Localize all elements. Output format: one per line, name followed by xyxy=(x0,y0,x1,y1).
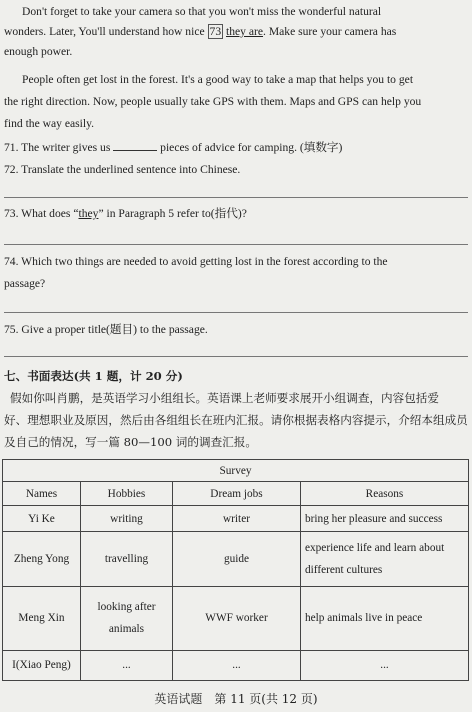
underlined-word: they xyxy=(78,207,99,220)
page-footer: 英语试题 第 11 页(共 12 页) xyxy=(154,692,318,706)
instruction-line: 假如你叫肖鹏，是英语学习小组组长。英语课上老师要求展开小组调查，内容包括爱 xyxy=(10,391,439,405)
column-header: Hobbies xyxy=(81,482,173,506)
table-title: Survey xyxy=(3,460,469,482)
question-72: 72. Translate the underlined sentence into Chinese. xyxy=(4,163,241,176)
question-text: 71. The writer gives us xyxy=(4,141,114,154)
answer-blank[interactable] xyxy=(113,140,157,151)
question-74-cont: passage? xyxy=(4,277,46,290)
table-row xyxy=(3,532,469,586)
table-cell: help animals live in peace xyxy=(301,586,469,650)
column-header: Reasons xyxy=(301,482,469,506)
question-text: 73. What does “ xyxy=(4,207,79,220)
table-cell: experience life and learn about different cultures xyxy=(301,532,469,586)
column-header: Dream jobs xyxy=(173,482,301,506)
answer-line-72[interactable] xyxy=(4,197,468,198)
table-cell: ... xyxy=(173,650,301,680)
underlined-sentence: they are xyxy=(226,25,264,38)
section-heading: 七、书面表达(共 1 题，计 20 分) xyxy=(4,369,183,383)
question-text: ” in Paragraph 5 refer to(指代)? xyxy=(98,207,247,220)
passage-line: enough power. xyxy=(4,45,73,58)
question-73 xyxy=(4,206,468,222)
table-cell: Meng Xin xyxy=(3,586,81,650)
table-cell: ... xyxy=(81,650,173,680)
table-row xyxy=(3,506,469,532)
passage-text: wonders. Later, You'll understand how nice xyxy=(4,25,208,38)
table-cell: bring her pleasure and success xyxy=(301,506,469,532)
passage-line: find the way easily. xyxy=(4,117,95,130)
passage-line xyxy=(4,24,468,40)
table-cell: guide xyxy=(173,532,301,586)
table-cell: writing xyxy=(81,506,173,532)
table-cell: travelling xyxy=(81,532,173,586)
question-marker-73: 73 xyxy=(209,25,222,38)
table-cell: WWF worker xyxy=(173,586,301,650)
question-74: 74. Which two things are needed to avoid getting lost in the forest according to the xyxy=(4,255,388,268)
passage-line: the right direction. Now, people usually take GPS with them. Maps and GPS can help you xyxy=(4,95,422,108)
table-cell: Yi Ke xyxy=(3,506,81,532)
passage-text: . Make sure your camera has xyxy=(263,25,397,38)
column-header: Names xyxy=(3,482,81,506)
passage-line: Don't forget to take your camera so that you won't miss the wonderful natural xyxy=(22,5,382,18)
instruction-line: 好、理想职业及原因，然后由各组组长在班内汇报。请你根据表格内容提示，介绍本组成员 xyxy=(4,413,468,427)
table-row xyxy=(3,650,469,680)
question-75: 75. Give a proper title(题目) to the passage. xyxy=(4,323,208,336)
survey-table xyxy=(2,459,469,681)
table-cell: writer xyxy=(173,506,301,532)
table-cell: Zheng Yong xyxy=(3,532,81,586)
answer-line-74[interactable] xyxy=(4,312,468,313)
table-row xyxy=(3,586,469,650)
answer-line-75[interactable] xyxy=(4,356,468,357)
table-cell: I(Xiao Peng) xyxy=(3,650,81,680)
table-cell: looking after animals xyxy=(81,586,173,650)
table-cell: ... xyxy=(301,650,469,680)
question-text: pieces of advice for camping. (填数字) xyxy=(157,141,343,154)
passage-line: People often get lost in the forest. It's a good way to take a map that helps you to get xyxy=(22,73,414,86)
answer-line-73[interactable] xyxy=(4,244,468,245)
instruction-line: 及自己的情况，写一篇 80—100 词的调查汇报。 xyxy=(4,435,257,449)
question-71 xyxy=(4,140,468,156)
